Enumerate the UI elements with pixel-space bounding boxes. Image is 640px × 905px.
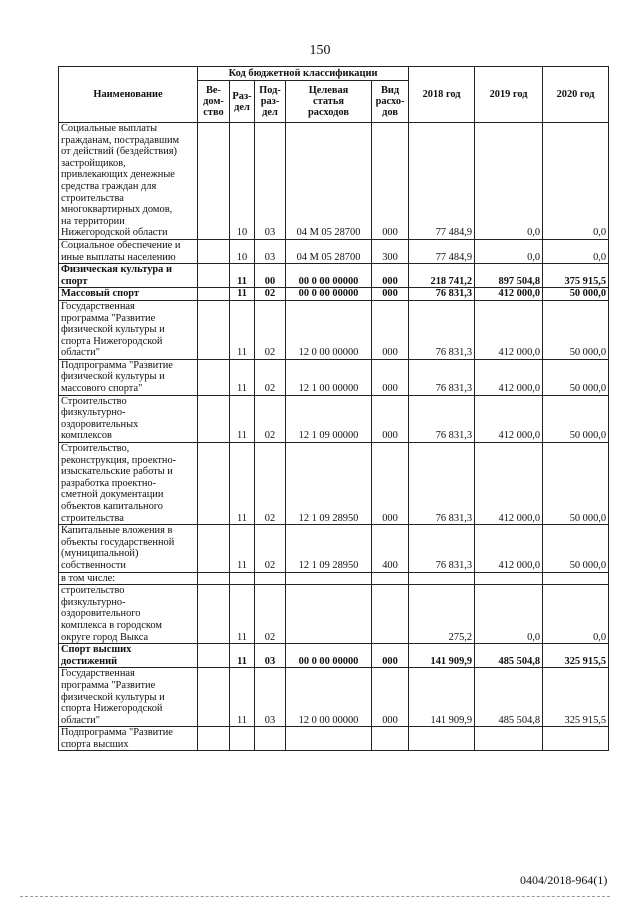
header-podrazdel: Под- раз- дел [255, 81, 286, 123]
cell-name: Спорт высших достижений [59, 644, 198, 668]
cell-vid [372, 727, 409, 751]
cell-razdel: 11 [230, 395, 255, 442]
cell-razdel: 11 [230, 288, 255, 301]
cell-podrazdel: 03 [255, 239, 286, 263]
cell-y2018: 76 831,3 [409, 300, 475, 359]
cell-podrazdel [255, 727, 286, 751]
cell-vid: 000 [372, 264, 409, 288]
cell-razdel [230, 727, 255, 751]
cell-y2018: 76 831,3 [409, 395, 475, 442]
cell-razdel: 10 [230, 239, 255, 263]
cell-vid: 000 [372, 359, 409, 395]
table-row [59, 359, 609, 395]
cell-name: Государственная программа "Развитие физической культуры и спорта Нижегородской области" [59, 300, 198, 359]
page-number: 150 [309, 43, 331, 58]
cell-razdel: 11 [230, 359, 255, 395]
cell-ved [198, 395, 230, 442]
document-code: 0404/2018-964(1) [520, 873, 608, 887]
cell-name: Строительство физкультурно- оздоровительных комплексов [59, 395, 198, 442]
cell-ved [198, 359, 230, 395]
cell-y2019: 412 000,0 [475, 300, 543, 359]
cell-podrazdel: 02 [255, 585, 286, 644]
cell-name: строительство физкультурно- оздоровительного комплекса в городском округе город Выкса [59, 585, 198, 644]
cell-y2019: 412 000,0 [475, 395, 543, 442]
cell-vid: 400 [372, 525, 409, 572]
cell-y2020: 50 000,0 [543, 300, 609, 359]
cell-target: 00 0 00 00000 [286, 644, 372, 668]
cell-y2020: 50 000,0 [543, 443, 609, 525]
header-2020: 2020 год [543, 67, 609, 123]
cell-name: Подпрограмма "Развитие физической культуры и массового спорта" [59, 359, 198, 395]
table-row [59, 239, 609, 263]
table-row [59, 668, 609, 727]
cell-y2020: 325 915,5 [543, 644, 609, 668]
cell-y2018: 275,2 [409, 585, 475, 644]
cell-target: 00 0 00 00000 [286, 288, 372, 301]
cell-name: Массовый спорт [59, 288, 198, 301]
cell-name: Капитальные вложения в объекты государственной (муниципальной) собственности [59, 525, 198, 572]
cell-target: 12 1 09 28950 [286, 525, 372, 572]
cell-y2018: 141 909,9 [409, 644, 475, 668]
table-row [59, 727, 609, 751]
table-row [59, 525, 609, 572]
cell-razdel: 11 [230, 525, 255, 572]
cell-y2020 [543, 572, 609, 585]
cell-y2018: 76 831,3 [409, 525, 475, 572]
cell-ved [198, 572, 230, 585]
header-razdel: Раз- дел [230, 81, 255, 123]
cell-podrazdel: 02 [255, 300, 286, 359]
header-2018: 2018 год [409, 67, 475, 123]
table-row [59, 585, 609, 644]
header-vid: Вид расхо- дов [372, 81, 409, 123]
table-row [59, 644, 609, 668]
cell-target: 04 М 05 28700 [286, 123, 372, 240]
cell-ved [198, 668, 230, 727]
cell-y2020: 50 000,0 [543, 288, 609, 301]
cell-y2020: 0,0 [543, 239, 609, 263]
cell-y2019: 0,0 [475, 123, 543, 240]
cell-ved [198, 239, 230, 263]
header-2019: 2019 год [475, 67, 543, 123]
cell-target: 04 М 05 28700 [286, 239, 372, 263]
cell-y2019 [475, 572, 543, 585]
header-classification: Код бюджетной классификации [198, 67, 409, 81]
cell-target: 12 1 09 28950 [286, 443, 372, 525]
cell-y2019: 897 504,8 [475, 264, 543, 288]
cell-podrazdel: 02 [255, 443, 286, 525]
cell-vid: 000 [372, 668, 409, 727]
cell-ved [198, 123, 230, 240]
cell-razdel: 11 [230, 443, 255, 525]
cell-name: Социальные выплаты гражданам, пострадавшим от действий (бездействия) застройщиков, привлекающих денежные средства граждан для строительства многоквартирных домов, на территории Нижегородской области [59, 123, 198, 240]
cell-ved [198, 443, 230, 525]
cell-razdel: 11 [230, 668, 255, 727]
cell-target: 12 1 00 00000 [286, 359, 372, 395]
header-target: Целевая статья расходов [286, 81, 372, 123]
cell-razdel: 10 [230, 123, 255, 240]
cell-vid: 000 [372, 395, 409, 442]
cell-y2019 [475, 727, 543, 751]
cell-y2019: 412 000,0 [475, 359, 543, 395]
cell-vid: 300 [372, 239, 409, 263]
cell-y2020 [543, 727, 609, 751]
cell-ved [198, 525, 230, 572]
table-row [59, 300, 609, 359]
cell-y2018: 141 909,9 [409, 668, 475, 727]
cell-y2019: 485 504,8 [475, 668, 543, 727]
cell-podrazdel: 03 [255, 668, 286, 727]
cell-y2019: 0,0 [475, 585, 543, 644]
cell-target: 12 1 09 00000 [286, 395, 372, 442]
cell-vid [372, 572, 409, 585]
cell-name: Социальное обеспечение и иные выплаты населению [59, 239, 198, 263]
cell-y2019: 412 000,0 [475, 525, 543, 572]
table-row [59, 123, 609, 240]
table-row [59, 443, 609, 525]
cell-y2019: 412 000,0 [475, 443, 543, 525]
cell-name: Государственная программа "Развитие физической культуры и спорта Нижегородской области" [59, 668, 198, 727]
cell-y2019: 0,0 [475, 239, 543, 263]
cell-y2020: 50 000,0 [543, 395, 609, 442]
cell-y2018: 76 831,3 [409, 359, 475, 395]
cell-y2018: 218 741,2 [409, 264, 475, 288]
cell-y2020: 50 000,0 [543, 359, 609, 395]
cell-y2020: 0,0 [543, 585, 609, 644]
cell-ved [198, 300, 230, 359]
cell-podrazdel: 02 [255, 288, 286, 301]
cell-name: Физическая культура и спорт [59, 264, 198, 288]
table-body [59, 123, 609, 751]
header-name: Наименование [59, 67, 198, 123]
cell-y2020: 0,0 [543, 123, 609, 240]
cell-y2018 [409, 727, 475, 751]
cell-podrazdel [255, 572, 286, 585]
cell-podrazdel: 00 [255, 264, 286, 288]
cell-y2018: 76 831,3 [409, 288, 475, 301]
cell-ved [198, 727, 230, 751]
cell-razdel: 11 [230, 264, 255, 288]
cell-vid: 000 [372, 300, 409, 359]
cell-target: 12 0 00 00000 [286, 300, 372, 359]
cell-podrazdel: 02 [255, 359, 286, 395]
cell-name: Подпрограмма "Развитие спорта высших [59, 727, 198, 751]
header-ved: Ве- дом- ство [198, 81, 230, 123]
cell-name: в том числе: [59, 572, 198, 585]
cell-target [286, 572, 372, 585]
cell-y2019: 485 504,8 [475, 644, 543, 668]
budget-table [58, 66, 609, 751]
cell-y2018 [409, 572, 475, 585]
cell-vid: 000 [372, 123, 409, 240]
cell-ved [198, 585, 230, 644]
table-row [59, 288, 609, 301]
cell-y2020: 325 915,5 [543, 668, 609, 727]
footer-divider [20, 896, 610, 898]
cell-target: 00 0 00 00000 [286, 264, 372, 288]
cell-target: 12 0 00 00000 [286, 668, 372, 727]
cell-target [286, 585, 372, 644]
table-row [59, 572, 609, 585]
cell-y2018: 77 484,9 [409, 123, 475, 240]
cell-ved [198, 264, 230, 288]
cell-podrazdel: 03 [255, 123, 286, 240]
cell-y2019: 412 000,0 [475, 288, 543, 301]
cell-razdel [230, 572, 255, 585]
cell-podrazdel: 02 [255, 395, 286, 442]
cell-vid: 000 [372, 288, 409, 301]
cell-ved [198, 644, 230, 668]
cell-vid [372, 585, 409, 644]
table-row [59, 395, 609, 442]
cell-vid: 000 [372, 644, 409, 668]
cell-razdel: 11 [230, 585, 255, 644]
table-row [59, 264, 609, 288]
cell-razdel: 11 [230, 644, 255, 668]
cell-y2020: 50 000,0 [543, 525, 609, 572]
cell-podrazdel: 02 [255, 525, 286, 572]
cell-podrazdel: 03 [255, 644, 286, 668]
cell-name: Строительство, реконструкция, проектно- изыскательские работы и разработка проектно- сметной документации объектов капитального строительства [59, 443, 198, 525]
cell-vid: 000 [372, 443, 409, 525]
cell-razdel: 11 [230, 300, 255, 359]
cell-ved [198, 288, 230, 301]
cell-y2018: 77 484,9 [409, 239, 475, 263]
cell-y2020: 375 915,5 [543, 264, 609, 288]
cell-target [286, 727, 372, 751]
cell-y2018: 76 831,3 [409, 443, 475, 525]
